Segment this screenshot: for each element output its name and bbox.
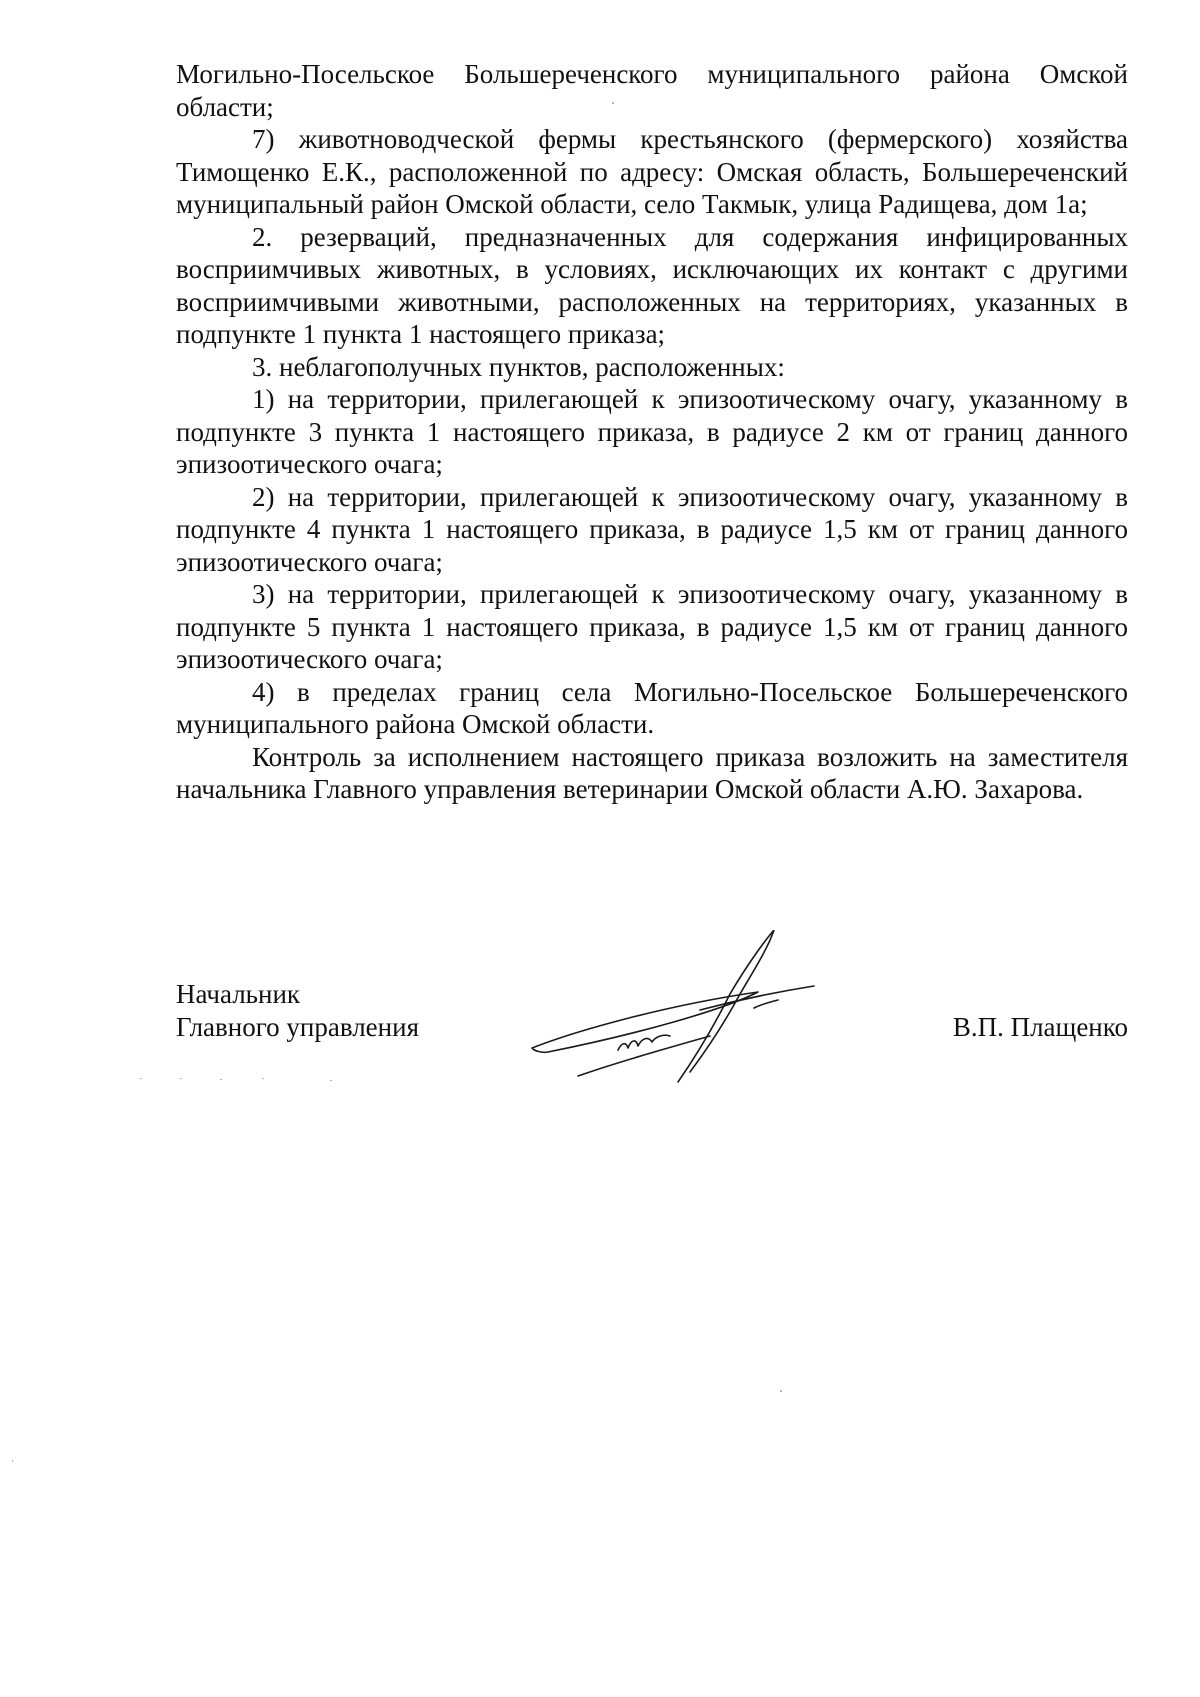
signatory-name: В.П. Плащенко <box>952 1012 1128 1042</box>
scan-speck <box>220 1079 222 1080</box>
scan-speck <box>140 1078 142 1079</box>
scan-speck <box>780 1390 782 1392</box>
paragraph-control: Контроль за исполнением настоящего приказа возложить на заместителя начальника Главного управления ветеринарии Омской области А.Ю. Захарова. <box>176 741 1128 804</box>
paragraph-subitem-2: 2) на территории, прилегающей к эпизоотическому очагу, указанному в подпункте 4 пункта 1 настоящего приказа, в радиусе 1,5 км от границ данного эпизоотического очага; <box>176 481 1128 577</box>
paragraph-item-7: 7) животноводческой фермы крестьянского (фермерского) хозяйства Тимощенко Е.К., расположенной по адресу: Омская область, Большереченский муниципальный район Омской области, село Такмык, улица Радищева, дом 1а; <box>176 124 1128 219</box>
scan-speck <box>180 1078 182 1079</box>
position-department: Главного управления <box>176 1011 419 1042</box>
paragraph-continuation: Могильно-Посельское Большереченского муниципального района Омской области; <box>176 59 1128 122</box>
scan-speck <box>330 1080 332 1081</box>
document-body <box>176 58 1128 806</box>
paragraph-subitem-3: 3) на территории, прилегающей к эпизоотическому очагу, указанному в подпункте 5 пункта 1 настоящего приказа, в радиусе 1,5 км от границ данного эпизоотического очага; <box>176 579 1128 674</box>
scan-speck <box>12 1460 13 1462</box>
position-title: Начальник <box>176 979 301 1009</box>
signatory-position <box>176 978 536 1043</box>
handwritten-signature-icon <box>518 930 838 1090</box>
paragraph-section-2: 2. резерваций, предназначенных для содержания инфицированных восприимчивых животных, в условиях, исключающих их контакт с другими восприимчивыми животными, расположенных на территориях, указанных в подпункте 1 пункта 1 настоящего приказа; <box>176 221 1128 349</box>
scan-speck <box>262 1078 264 1079</box>
paragraph-section-3: 3. неблагополучных пунктов, расположенных: <box>252 351 785 382</box>
paragraph-subitem-1: 1) на территории, прилегающей к эпизоотическому очагу, указанному в подпункте 3 пункта 1 настоящего приказа, в радиусе 2 км от границ данного эпизоотического очага; <box>176 384 1128 479</box>
paragraph-subitem-4: 4) в пределах границ села Могильно-Посельское Большереченского муниципального района Омской области. <box>176 676 1128 739</box>
scan-speck <box>612 102 614 104</box>
